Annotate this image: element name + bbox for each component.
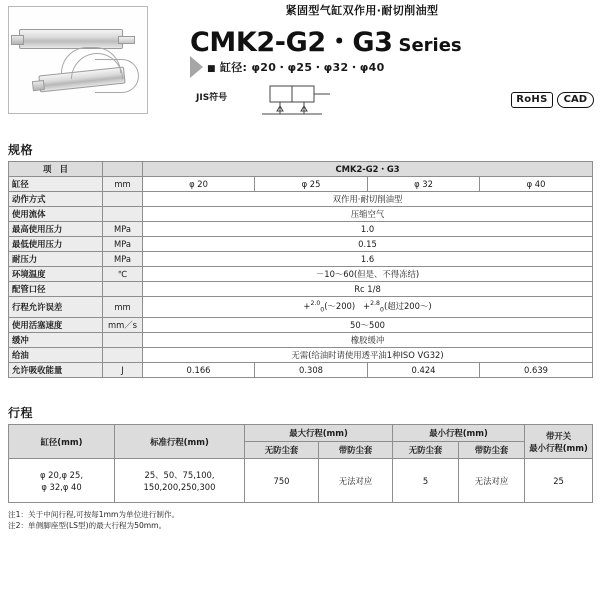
table-row — [9, 333, 593, 348]
row-unit: J — [103, 363, 143, 378]
table-row-header — [9, 162, 593, 177]
row-label: 动作方式 — [9, 192, 103, 207]
row-value: －10～60(但是、不得冻结) — [143, 267, 593, 282]
row-label: 使用流体 — [9, 207, 103, 222]
row-unit: mm — [103, 297, 143, 318]
standard-line2: 150,200,250,300 — [143, 481, 216, 492]
row-value: 1.6 — [143, 252, 593, 267]
cad-badge: CAD — [557, 92, 594, 108]
row-label: 行程允许误差 — [9, 297, 103, 318]
row-value: φ 40 — [480, 177, 593, 192]
bore-row — [190, 56, 385, 78]
row-value-tolerance: +$^{2.0}_0$(～200) +$^{2.8}_0$(超过200～) — [143, 297, 593, 318]
jis-label: JIS符号 — [196, 93, 228, 103]
row-label: 允许吸收能量 — [9, 363, 103, 378]
square-bullet-icon: ■ — [207, 64, 216, 74]
row-value: φ 32 — [368, 177, 480, 192]
footnote-1: 注1：关于中间行程,可按每1mm为单位进行制作。 — [8, 510, 180, 520]
jis-symbol-diagram — [258, 82, 344, 126]
row-unit: MPa — [103, 237, 143, 252]
table-row — [9, 192, 593, 207]
switch-header-line1: 带开关 — [545, 430, 572, 441]
stroke-cell-min-no-boot: 5 — [393, 459, 459, 503]
row-unit: MPa — [103, 222, 143, 237]
standard-line1: 25、50、75,100, — [144, 469, 215, 480]
row-value: 0.639 — [480, 363, 593, 378]
row-value: 0.166 — [143, 363, 255, 378]
table-row — [9, 459, 593, 503]
product-model: CMK2-G2・G3 — [190, 27, 393, 58]
row-value: φ 20 — [143, 177, 255, 192]
table-row — [9, 348, 593, 363]
spec-col-unit — [103, 162, 143, 177]
table-row — [9, 318, 593, 333]
row-unit — [103, 207, 143, 222]
stroke-subcol-min-no-boot: 无防尘套 — [393, 442, 459, 459]
air-tube-3 — [95, 59, 139, 93]
row-label: 缸径 — [9, 177, 103, 192]
page-header — [0, 0, 600, 135]
stroke-table — [8, 424, 593, 503]
product-photo-cylinder — [8, 6, 148, 114]
row-unit: mm — [103, 177, 143, 192]
product-subtitle: 紧固型气缸双作用·耐切削油型 — [285, 4, 439, 17]
row-label: 环境温度 — [9, 267, 103, 282]
stroke-col-standard: 标准行程(mm) — [115, 425, 245, 459]
cylinder-illustration-upper — [19, 29, 123, 49]
row-unit — [103, 282, 143, 297]
spec-col-item: 项 目 — [9, 162, 103, 177]
row-value: 0.308 — [255, 363, 368, 378]
stroke-subcol-max-with-boot: 带防尘套 — [319, 442, 393, 459]
certification-badges — [511, 92, 594, 108]
stroke-section-title: 行程 — [8, 406, 34, 421]
row-label: 配管口径 — [9, 282, 103, 297]
triangle-bullet-icon — [190, 56, 203, 78]
row-unit: ℃ — [103, 267, 143, 282]
stroke-cell-max-with-boot: 无法对应 — [319, 459, 393, 503]
row-unit — [103, 348, 143, 363]
table-row — [9, 252, 593, 267]
spec-col-model: CMK2-G2・G3 — [143, 162, 593, 177]
row-label: 使用活塞速度 — [9, 318, 103, 333]
rohs-badge: RoHS — [511, 92, 552, 108]
table-row — [9, 267, 593, 282]
row-label: 最高使用压力 — [9, 222, 103, 237]
row-label: 最低使用压力 — [9, 237, 103, 252]
bore-label: 缸径: — [219, 61, 248, 74]
table-row-header — [9, 425, 593, 442]
stroke-cell-max-no-boot: 750 — [245, 459, 319, 503]
row-unit: mm／s — [103, 318, 143, 333]
row-value: 无需(给油时请使用透平油1种ISO VG32) — [143, 348, 593, 363]
row-value: Rc 1/8 — [143, 282, 593, 297]
stroke-col-bore: 缸径(mm) — [9, 425, 115, 459]
series-word: Series — [398, 35, 462, 56]
table-row — [9, 297, 593, 318]
bore-line1: φ 20,φ 25, — [39, 469, 83, 480]
row-label: 给油 — [9, 348, 103, 363]
stroke-cell-bore — [9, 459, 115, 503]
bore-values: φ20・φ25・φ32・φ40 — [251, 61, 385, 74]
row-label: 耐压力 — [9, 252, 103, 267]
row-value: 1.0 — [143, 222, 593, 237]
table-row — [9, 282, 593, 297]
row-value: 橡胶缓冲 — [143, 333, 593, 348]
footnotes — [8, 509, 600, 531]
table-row — [9, 237, 593, 252]
switch-header-line2: 最小行程(mm) — [529, 442, 588, 453]
row-value: 压缩空气 — [143, 207, 593, 222]
stroke-cell-standard — [115, 459, 245, 503]
table-row — [9, 363, 593, 378]
row-label: 缓冲 — [9, 333, 103, 348]
row-value: 0.15 — [143, 237, 593, 252]
stroke-cell-min-with-boot: 无法对应 — [459, 459, 525, 503]
row-value: φ 25 — [255, 177, 368, 192]
bore-line2: φ 32,φ 40 — [41, 481, 82, 492]
table-row — [9, 207, 593, 222]
row-unit: MPa — [103, 252, 143, 267]
stroke-col-switch — [525, 425, 593, 459]
spec-section-title: 规格 — [8, 143, 34, 157]
table-row — [9, 177, 593, 192]
stroke-subcol-min-with-boot: 带防尘套 — [459, 442, 525, 459]
stroke-col-min: 最小行程(mm) — [393, 425, 525, 442]
row-value: 0.424 — [368, 363, 480, 378]
row-unit — [103, 333, 143, 348]
row-value: 双作用·耐切削油型 — [143, 192, 593, 207]
stroke-cell-switch-min: 25 — [525, 459, 593, 503]
bore-line — [207, 59, 385, 75]
stroke-col-max: 最大行程(mm) — [245, 425, 393, 442]
row-value: 50～500 — [143, 318, 593, 333]
title-block — [190, 2, 594, 59]
row-unit — [103, 192, 143, 207]
page-title — [190, 20, 594, 59]
stroke-subcol-max-no-boot: 无防尘套 — [245, 442, 319, 459]
spec-table — [8, 161, 593, 378]
footnote-2: 注2：单侧脚座型(LS型)的最大行程为50mm。 — [8, 521, 167, 531]
table-row — [9, 222, 593, 237]
